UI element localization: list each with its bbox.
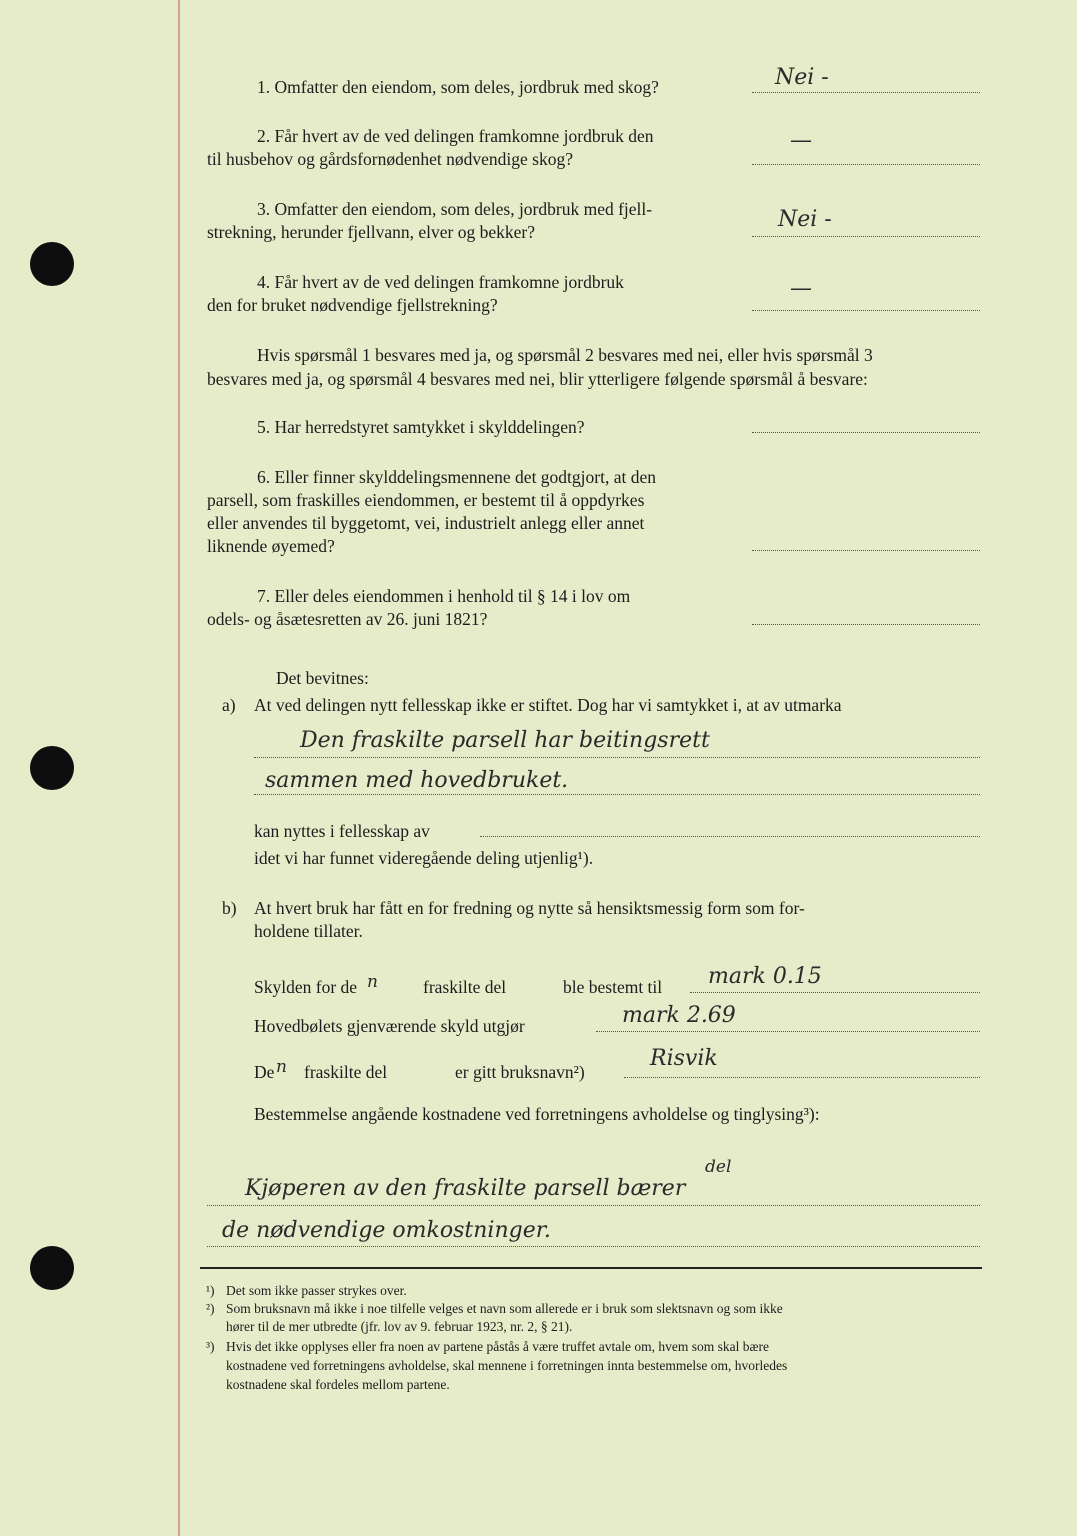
kostnader-insert: del: [705, 1157, 732, 1177]
question-4-line-1: 4. Får hvert av de ved delingen framkomne jordbruk: [257, 272, 624, 292]
footnote-3-line-1: Hvis det ikke opplyses eller fra noen av partene påstås å være truffet avtale om, hvem som skal bære: [226, 1339, 769, 1354]
skyld-line: [690, 992, 980, 993]
question-3-line-2: strekning, herunder fjellvann, elver og bekker?: [207, 222, 535, 242]
footnote-3: [206, 1338, 769, 1356]
attest-a-text: At ved delingen nytt fellesskap ikke er stiftet. Dog har vi samtykket i, at av utmarka: [254, 695, 842, 715]
skyld-value: mark 0.15: [708, 964, 822, 989]
footnote-separator: [200, 1267, 982, 1269]
attest-a-line-2: [254, 794, 980, 795]
bruksnavn-label-1: De: [254, 1062, 275, 1082]
bruksnavn-label-3: er gitt bruksnavn²): [455, 1062, 585, 1082]
punch-hole-bottom: [30, 1246, 74, 1290]
attest-b-line-2: holdene tillater.: [254, 921, 363, 941]
attest-a-handwriting-1: Den fraskilte parsell har beitingsrett: [300, 728, 710, 753]
footnote-2-cont: [206, 1318, 572, 1336]
question-2-answer-line: [752, 164, 980, 165]
question-3-answer-line: [752, 236, 980, 237]
question-7-line-2: odels- og åsætesretten av 26. juni 1821?: [207, 609, 488, 629]
skyld-label-3: ble bestemt til: [563, 977, 663, 997]
question-4-line-2: den for bruket nødvendige fjellstrekning?: [207, 295, 498, 315]
question-6-answer-line: [752, 550, 980, 551]
margin-rule: [178, 0, 180, 1536]
footnote-3-cont-1: [206, 1357, 787, 1375]
question-7-answer-line: [752, 624, 980, 625]
attest-common-use-line: [480, 836, 980, 837]
question-4-answer-line: [752, 310, 980, 311]
attest-heading: Det bevitnes:: [276, 668, 369, 688]
question-2-line-2: til husbehov og gårdsfornødenhet nødvendige skog?: [207, 149, 573, 169]
question-6-line-1: 6. Eller finner skylddelingsmennene det godtgjort, at den: [257, 467, 656, 487]
condition-line-1: Hvis spørsmål 1 besvares med ja, og spørsmål 2 besvares med nei, eller hvis spørsmål 3: [257, 345, 873, 365]
question-2-line-1: 2. Får hvert av de ved delingen framkomne jordbruk den: [257, 126, 654, 146]
punch-hole-middle: [30, 746, 74, 790]
question-5: 5. Har herredstyret samtykket i skylddelingen?: [257, 417, 585, 437]
question-2-answer: —: [790, 128, 812, 153]
question-6-line-4: liknende øyemed?: [207, 536, 335, 556]
attest-a-handwriting-2: sammen med hovedbruket.: [265, 768, 569, 793]
hovedbol-value: mark 2.69: [622, 1003, 736, 1028]
attest-b-marker: b): [222, 898, 237, 918]
question-4-answer: —: [790, 276, 812, 301]
footnote-1-line-1: Det som ikke passer strykes over.: [226, 1283, 407, 1298]
footnote-1: [206, 1282, 407, 1300]
attest-reason: idet vi har funnet videregående deling utjenlig¹).: [254, 848, 594, 868]
attest-a-marker: a): [222, 695, 236, 715]
footnote-2: [206, 1300, 783, 1318]
footnote-2-line-2: hører til de mer utbredte (jfr. lov av 9. februar 1923, nr. 2, § 21).: [226, 1319, 573, 1334]
kostnader-line-1: [207, 1205, 980, 1206]
kostnader-line-2: [207, 1246, 980, 1247]
footnote-3-mark: ³): [206, 1339, 215, 1354]
kostnader-handwriting-2: de nødvendige omkostninger.: [222, 1218, 551, 1243]
bruksnavn-value: Risvik: [650, 1046, 718, 1071]
hovedbol-label: Hovedbølets gjenværende skyld utgjør: [254, 1016, 525, 1036]
bruksnavn-line: [624, 1077, 980, 1078]
attest-a-line-1: [254, 757, 980, 758]
question-6-line-2: parsell, som fraskilles eiendommen, er bestemt til å oppdyrkes: [207, 490, 645, 510]
skyld-insert: n: [367, 972, 378, 992]
punch-hole-top: [30, 242, 74, 286]
bruksnavn-label-2: fraskilte del: [304, 1062, 388, 1082]
question-1: 1. Omfatter den eiendom, som deles, jordbruk med skog?: [257, 77, 659, 97]
question-3-line-1: 3. Omfatter den eiendom, som deles, jordbruk med fjell-: [257, 199, 653, 219]
skyld-label-1: Skylden for de: [254, 977, 358, 997]
footnote-2-mark: ²): [206, 1301, 215, 1316]
footnote-1-mark: ¹): [206, 1283, 215, 1298]
kostnader-label: Bestemmelse angående kostnadene ved forretningens avholdelse og tinglysing³):: [254, 1104, 820, 1124]
kostnader-handwriting-1: Kjøperen av den fraskilte parsell bærer: [245, 1176, 686, 1201]
question-6-line-3: eller anvendes til byggetomt, vei, industrielt anlegg eller annet: [207, 513, 645, 533]
attest-common-use: kan nyttes i fellesskap av: [254, 821, 430, 841]
bruksnavn-insert: n: [276, 1057, 287, 1077]
question-7-line-1: 7. Eller deles eiendommen i henhold til § 14 i lov om: [257, 586, 631, 606]
attest-b-line-1: At hvert bruk har fått en for fredning og nytte så hensiktsmessig form som for-: [254, 898, 805, 918]
question-5-answer-line: [752, 432, 980, 433]
hovedbol-line: [596, 1031, 980, 1032]
question-1-answer-line: [752, 92, 980, 93]
footnote-3-line-3: kostnadene skal fordeles mellom partene.: [226, 1377, 450, 1392]
footnote-3-line-2: kostnadene ved forretningens avholdelse, skal mennene i forretningen innta bestemmelse om, hvorledes: [226, 1358, 788, 1373]
condition-line-2: besvares med ja, og spørsmål 4 besvares med nei, blir ytterligere følgende spørsmål å besvare:: [207, 369, 868, 389]
footnote-3-cont-2: [206, 1376, 450, 1394]
question-3-answer: Nei -: [778, 207, 832, 232]
footnote-2-line-1: Som bruksnavn må ikke i noe tilfelle velges et navn som allerede er i bruk som slektsnavn og som ikke: [226, 1301, 783, 1316]
skyld-label-2: fraskilte del: [423, 977, 507, 997]
question-1-answer: Nei -: [775, 65, 829, 90]
